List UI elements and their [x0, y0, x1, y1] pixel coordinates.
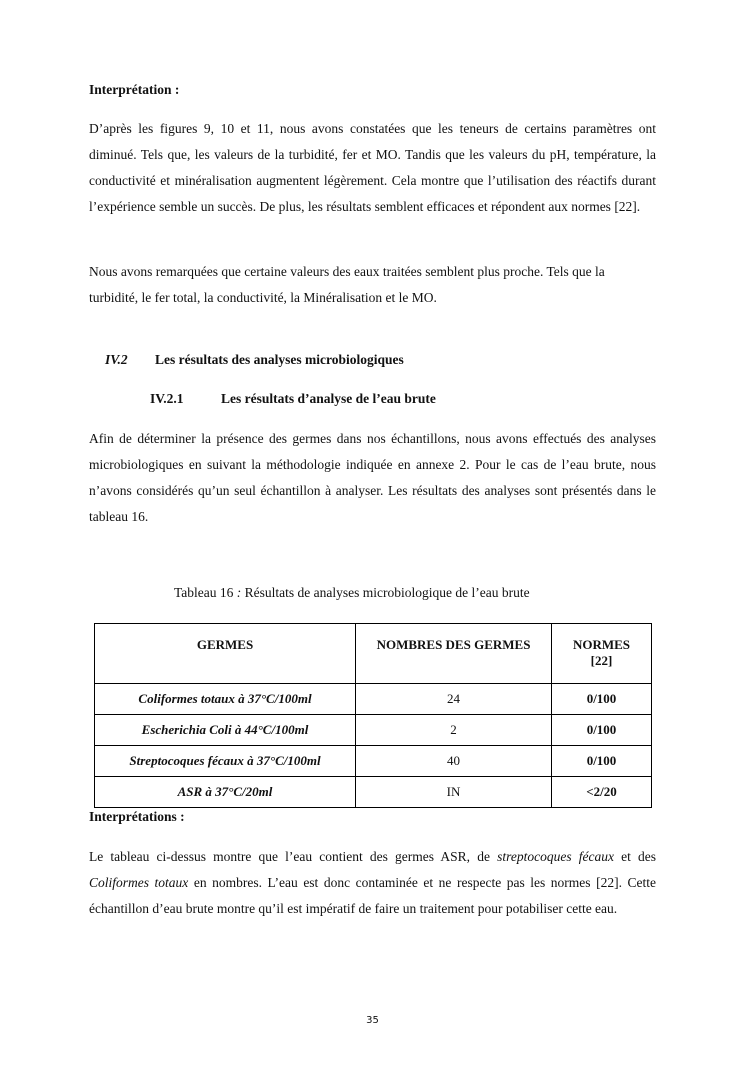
table-row	[95, 746, 652, 777]
count-cell: IN	[356, 777, 552, 808]
subsection-number: IV.2.1	[150, 391, 184, 406]
table-row	[95, 777, 652, 808]
section-number: IV.2	[105, 352, 128, 367]
table-caption: Tableau 16 : Résultats de analyses microbiologique de l’eau brute	[174, 585, 530, 600]
count-cell: 40	[356, 746, 552, 777]
norm-cell: 0/100	[552, 746, 652, 777]
intro-paragraph: Afin de déterminer la présence des germes dans nos échantillons, nous avons effectués des analyses microbiologiques en suivant la méthodologie indiquée en annexe 2. Pour le cas de l’eau brute, nous n’avons considérés qu’un seul échantillon à analyser. Les résultats des analyses sont présentés dans le tableau 16.	[89, 431, 656, 524]
table-header-row	[95, 624, 652, 684]
table-row	[95, 715, 652, 746]
germ-cell: Streptocoques fécaux à 37°C/100ml	[95, 746, 356, 777]
interpretation-paragraph-1: D’après les figures 9, 10 et 11, nous avons constatées que les teneurs de certains paramètres ont diminué. Tels que, les valeurs de la turbidité, fer et MO. Tandis que les valeurs du pH, température, la conductivité et minéralisation augmentent légèrement. Cela montre que l’utilisation des réactifs durant l’expérience semble un succès. De plus, les résultats semblent efficaces et répondent aux normes [22].	[89, 121, 656, 214]
norm-cell: 0/100	[552, 684, 652, 715]
count-cell: 24	[356, 684, 552, 715]
germ-cell: Coliformes totaux à 37°C/100ml	[95, 684, 356, 715]
header-germes: GERMES	[95, 624, 356, 684]
germ-cell: ASR à 37°C/20ml	[95, 777, 356, 808]
germ-cell: Escherichia Coli à 44°C/100ml	[95, 715, 356, 746]
section-heading-iv2	[105, 352, 404, 368]
germs-table	[94, 623, 652, 808]
subsection-title: Les résultats d’analyse de l’eau brute	[221, 391, 436, 406]
header-normes: NORMES [22]	[552, 624, 652, 684]
section-heading-iv21	[150, 391, 436, 407]
norm-cell: 0/100	[552, 715, 652, 746]
interpretations-title: Interprétations :	[89, 809, 185, 824]
header-nombres: NOMBRES DES GERMES	[356, 624, 552, 684]
norm-cell: <2/20	[552, 777, 652, 808]
section-title: Les résultats des analyses microbiologiques	[155, 352, 404, 367]
interpretation-paragraph-2: Nous avons remarquées que certaine valeurs des eaux traitées semblent plus proche. Tels que la turbidité, le fer total, la conductivité, la Minéralisation et le MO.	[89, 264, 605, 305]
interpretation-title: Interprétation :	[89, 82, 180, 97]
page-number: 35	[366, 1015, 379, 1026]
count-cell: 2	[356, 715, 552, 746]
table-row	[95, 684, 652, 715]
interpretations-paragraph: Le tableau ci-dessus montre que l’eau contient des germes ASR, de streptocoques fécaux et des Coliformes totaux en nombres. L’eau est donc contaminée et ne respecte pas les normes [22]. Cette échantillon d’eau brute montre qu’il est impératif de faire un traitement pour potabiliser cette eau.	[89, 849, 656, 916]
